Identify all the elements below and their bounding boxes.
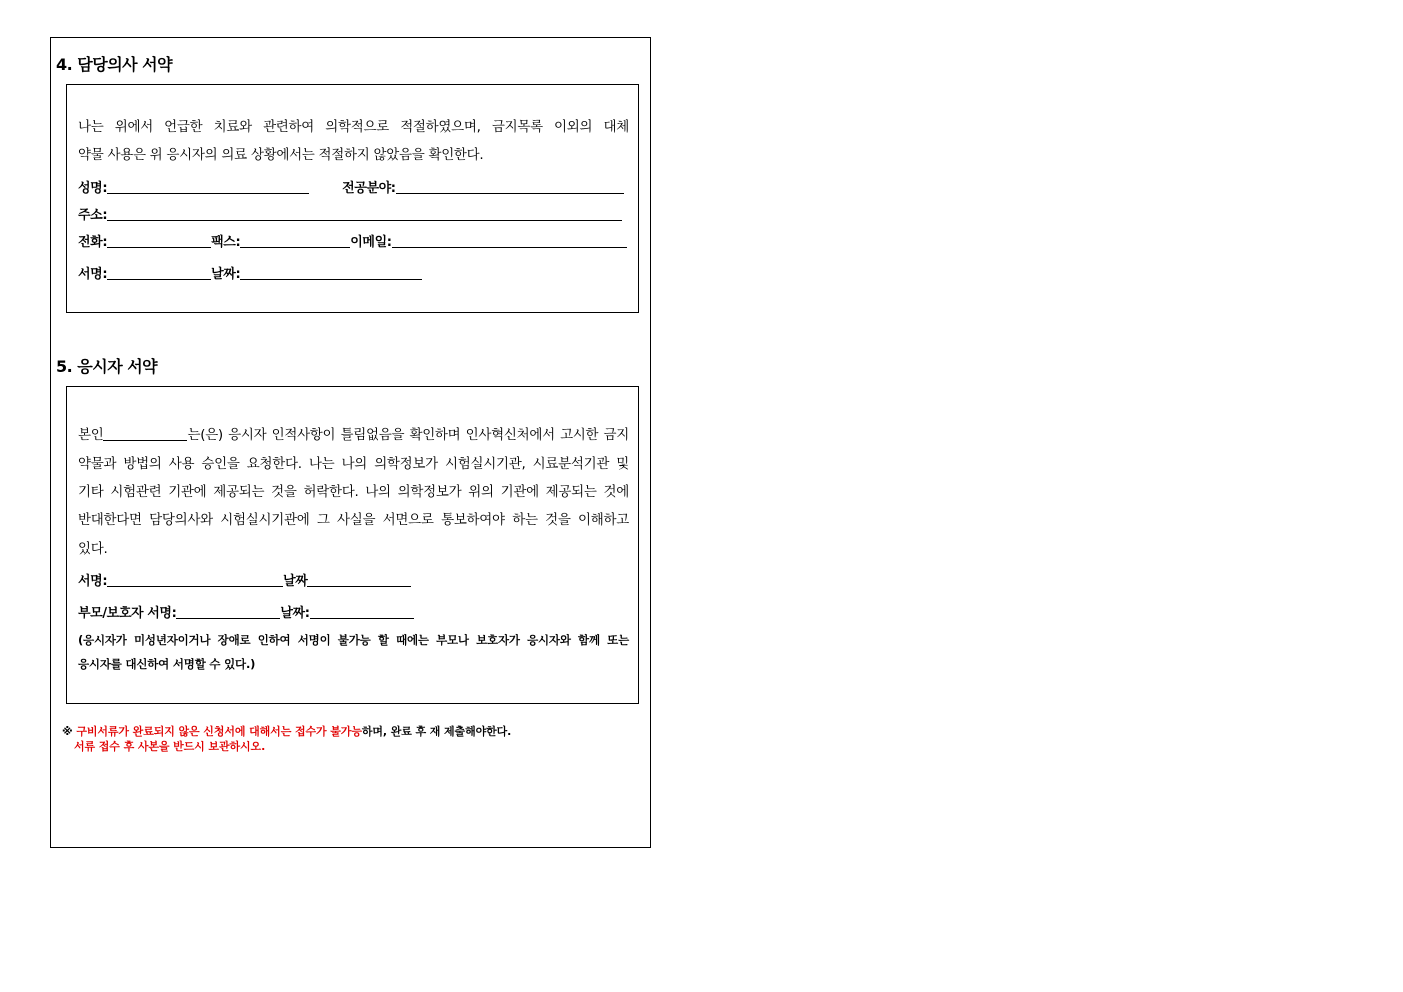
applicant-pledge-text-line3: 기타 시험관련 기관에 제공되는 것을 허락한다. 나의 의학정보가 위의 기관에 제공되는 것에: [78, 484, 629, 500]
doctor-address-field[interactable]: [107, 219, 622, 221]
guardian-remark-line1: (응시자가 미성년자이거나 장애로 인하여 서명이 불가능 할 때에는 부모나 보호자가 응시자와 함께 또는: [78, 633, 629, 647]
notice-line2: 서류 접수 후 사본을 반드시 보관하시오.: [74, 740, 266, 753]
guardian-date-field[interactable]: [310, 617, 414, 619]
doctor-pledge-text-line2: 약물 사용은 위 응시자의 의료 상황에서는 적절하지 않았음을 확인한다.: [78, 147, 484, 163]
guardian-sign-label: 부모/보호자 서명:: [78, 606, 177, 621]
doctor-sign-label: 서명:: [78, 267, 108, 282]
applicant-pledge-suffix: 는(은) 응시자 인적사항이 틀림없음을 확인하며 인사혁신처에서 고시한 금지: [187, 427, 629, 443]
doctor-phone-field[interactable]: [107, 246, 211, 248]
doctor-specialty-field[interactable]: [396, 192, 624, 194]
applicant-sign-label: 서명:: [78, 574, 108, 589]
doctor-name-row: [78, 177, 624, 196]
guardian-remark-line2: 응시자를 대신하여 서명할 수 있다.): [78, 657, 256, 671]
applicant-pledge-text-line4: 반대한다면 담당의사와 시험실시기관에 그 사실을 서면으로 통보하여야 하는 것을 이해하고: [78, 512, 629, 528]
notice-red-text: 구비서류가 완료되지 않은 신청서에 대해서는 접수가 불가능: [76, 725, 362, 738]
applicant-pledge-text-line1: [78, 423, 629, 443]
applicant-pledge-text-line5: 있다.: [78, 541, 108, 557]
section4-title: 4. 담당의사 서약: [56, 55, 173, 74]
doctor-pledge-box: [66, 84, 639, 313]
guardian-sign-field[interactable]: [176, 617, 280, 619]
doctor-contact-row: [78, 231, 627, 250]
doctor-address-row: [78, 204, 622, 223]
notice-mark: ※: [62, 725, 77, 738]
applicant-date-field[interactable]: [307, 585, 411, 587]
doctor-sign-field[interactable]: [107, 278, 211, 280]
notice-black-text: 하며, 완료 후 재 제출해야한다.: [361, 725, 512, 738]
doctor-address-label: 주소:: [78, 208, 108, 223]
doctor-date-label: 날짜:: [211, 267, 241, 282]
notice-line1: [62, 723, 511, 739]
doctor-email-field[interactable]: [392, 246, 627, 248]
doctor-specialty-label: 전공분야:: [342, 181, 396, 196]
applicant-sign-field[interactable]: [107, 585, 283, 587]
doctor-sign-row: [78, 263, 422, 282]
doctor-pledge-text-line1: 나는 위에서 언급한 치료와 관련하여 의학적으로 적절하였으며, 금지목록 이외의 대체: [78, 119, 629, 135]
applicant-name-field[interactable]: [103, 439, 187, 441]
doctor-phone-label: 전화:: [78, 235, 108, 250]
applicant-pledge-prefix: 본인: [78, 427, 104, 443]
form-page: [50, 37, 651, 848]
guardian-date-label: 날짜:: [280, 606, 310, 621]
applicant-pledge-box: [66, 386, 639, 704]
applicant-sign-row: [78, 570, 411, 589]
doctor-name-field[interactable]: [107, 192, 309, 194]
doctor-name-label: 성명:: [78, 181, 108, 196]
doctor-email-label: 이메일:: [350, 235, 392, 250]
guardian-sign-row: [78, 602, 414, 621]
applicant-date-label: 날짜: [283, 574, 308, 589]
doctor-date-field[interactable]: [240, 278, 422, 280]
section5-title: 5. 응시자 서약: [56, 357, 158, 376]
applicant-pledge-text-line2: 약물과 방법의 사용 승인을 요청한다. 나는 나의 의학정보가 시험실시기관, 시료분석기관 및: [78, 456, 629, 472]
doctor-fax-label: 팩스:: [211, 235, 241, 250]
doctor-fax-field[interactable]: [240, 246, 350, 248]
